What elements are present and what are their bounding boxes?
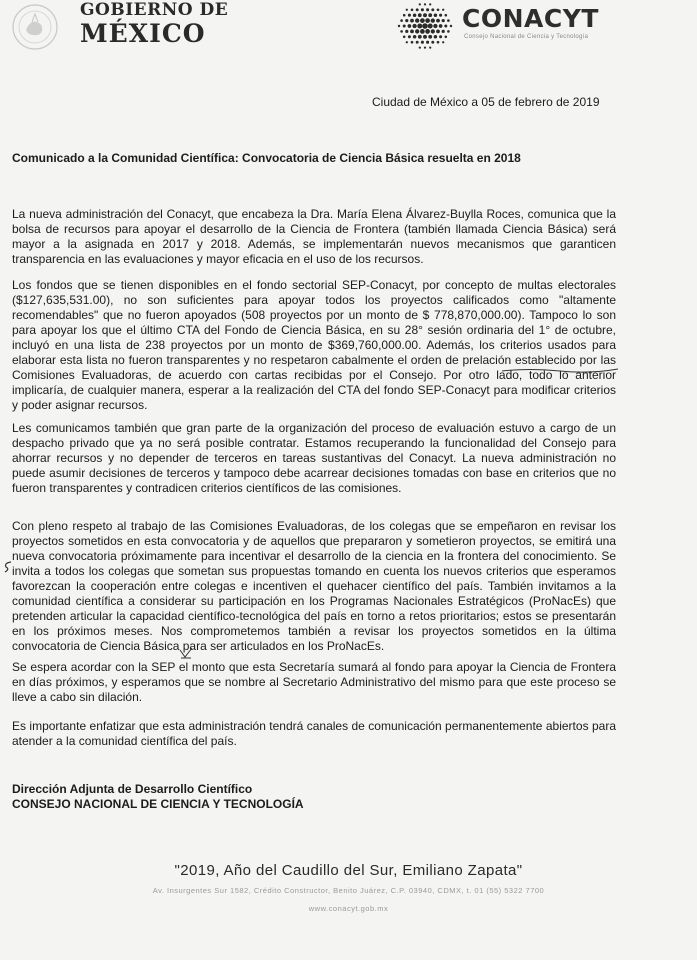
paragraph: Les comunicamos también que gran parte de la organización del proceso de evaluación estuvo a cargo de un despacho privado que ya no será posible contratar. Estamos recuperando la funcionalidad del Consejo para ahorrar recursos y no depender de terceros en tareas sustantivas del Conacyt. La nueva administración no puede asumir decisiones de terceros y tampoco debe acarrear decisiones tomadas con base en criterios que no fueron transparentes y contradicen criterios científicos de las comisiones.: [12, 421, 616, 495]
logo-dot: [422, 23, 428, 29]
logo-dot: [413, 35, 417, 39]
logo-dot: [425, 29, 430, 34]
logo-dot: [408, 14, 411, 17]
gobierno-line2: MÉXICO: [80, 19, 206, 48]
logo-dot: [423, 35, 427, 39]
logo-dot: [433, 24, 437, 28]
handwritten-underline-mark: [500, 365, 620, 375]
logo-dot: [426, 8, 429, 11]
logo-dot: [442, 30, 445, 33]
logo-dot: [421, 8, 424, 11]
conacyt-subtitle: Consejo Nacional de Ciencia y Tecnología: [464, 34, 589, 40]
conacyt-name: CONACYT: [462, 4, 599, 33]
logo-dot: [425, 18, 430, 23]
logo-dot: [442, 9, 444, 11]
logo-dot: [431, 41, 434, 44]
paragraph: Los fondos que se tienen disponibles en el fondo sectorial SEP-Conacyt, por concepto de multas electorales ($127,635,531.00), no son suficientes para apoyar todos los proyectos calificados como "altamente recomendables" que no fueron apoyados (508 proyectos por un monto de $ 778,870,000.00). Tampoco lo son para apoyar los que el último CTA del Fondo de Ciencia Básica, en su 28° sesión ordinaria del 1° de octubre, incluyó en una lista de 238 proyectos por un monto de $369,760,000.00. Además, los criterios usados para elaborar esta lista no fueron transparentes y no respetaron cabalmente el orden de prelación establecido por las Comisiones Evaluadoras, de acuerdo con cartas recibidas por el Consejo. Por otro lado, todo lo anterior implicaría, de cualquier manera, esperar a la realización del CTA del fondo SEP-Conacyt para modificar criterios y poder asignar recursos.: [12, 278, 616, 412]
logo-dot: [424, 3, 426, 5]
logo-dot: [436, 19, 440, 23]
logo-dot: [408, 35, 411, 38]
logo-dot: [420, 29, 425, 34]
paragraph: Con pleno respeto al trabajo de las Comisiones Evaluadoras, de los colegas que se empeñaron en revisar los proyectos sometidos en esta convocatoria y de aquellos que prepararon y sometieron proyectos, se emitirá una nueva convocatoria próximamente para incentivar el desarrollo de la ciencia en la frontera del conocimiento. Se invita a todos los colegas que sometan sus propuestas tomando en cuenta los nuevos criterios que esperamos favorezcan la cooperación entre colegas e incentiven el quehacer científico del país. También invitamos a la comunidad científica a considerar su participación en los Programas Nacionales Estratégicos (ProNacEs) que pretenden articular la capacidad científico-tecnológica del país en torno a retos prioritarios; estos se presentarán en los próximos meses. Nos comprometemos también a revisar los proyectos sometidos en la última convocatoria de Ciencia Básica para ser articulados en los ProNacEs.: [12, 519, 616, 653]
logo-dot: [418, 35, 422, 39]
logo-dot: [431, 29, 435, 33]
logo-dot: [428, 24, 433, 29]
logo-dot: [442, 41, 444, 43]
logo-dot: [445, 36, 448, 39]
logo-dot: [417, 24, 422, 29]
logo-dot: [403, 24, 406, 27]
letter-date: Ciudad de México a 05 de febrero de 2019: [372, 95, 600, 109]
footer-address: Av. Insurgentes Sur 1582, Crédito Constructor, Benito Juárez, C.P. 03940, CDMX, t. 01 (55) 5322 7700: [152, 886, 545, 895]
logo-dot: [418, 13, 422, 17]
handwritten-margin-mark: [2, 560, 14, 574]
logo-dot: [408, 24, 412, 28]
logo-dot: [411, 8, 414, 11]
logo-dot: [428, 35, 432, 39]
logo-dot: [444, 24, 447, 27]
logo-dot: [410, 30, 414, 34]
signature-office: Dirección Adjunta de Desarrollo Científico: [12, 782, 253, 796]
logo-dot: [437, 41, 440, 44]
logo-dot: [400, 30, 403, 33]
logo-dot: [406, 9, 408, 11]
logo-dot: [411, 41, 414, 44]
logo-dot: [434, 13, 438, 17]
logo-dot: [439, 35, 442, 38]
logo-dot: [429, 46, 431, 48]
logo-dot: [437, 8, 440, 11]
logo-dot: [426, 41, 429, 44]
logo-dot: [429, 3, 431, 5]
logo-dot: [439, 14, 442, 17]
logo-dot: [413, 13, 417, 17]
logo-dot: [398, 25, 400, 27]
logo-dot: [410, 19, 414, 23]
conacyt-dots-logo-icon: [392, 0, 458, 52]
logo-dot: [421, 41, 424, 44]
logo-dot: [442, 19, 445, 22]
logo-dot: [412, 24, 416, 28]
logo-dot: [400, 19, 403, 22]
logo-dot: [445, 14, 448, 17]
logo-dot: [423, 13, 427, 17]
logo-dot: [434, 35, 438, 39]
logo-dot: [450, 25, 452, 27]
logo-dot: [420, 18, 425, 23]
logo-dot: [447, 19, 450, 22]
paragraph: Se espera acordar con la SEP el monto que esta Secretaría sumará al fondo para apoyar la Ciencia de Frontera en días próximos, y esperamos que se nombre al Secretario Administrativo del mismo para que este proceso se lleve a cabo sin dilación.: [12, 660, 616, 704]
paragraph: La nueva administración del Conacyt, que encabeza la Dra. María Elena Álvarez-Buylla Roces, comunica que la bolsa de recursos para apoyar el desarrollo de la Ciencia de Frontera (también llamada Ciencia Básica) será mayor a la asignada en 2017 y 2018. Además, se implementarán nuevos mecanismos que garanticen transparencia en las evaluaciones y mayor eficacia en el uso de los recursos.: [12, 207, 616, 266]
logo-dot: [431, 8, 434, 11]
footer-website: www.conacyt.gob.mx: [308, 904, 389, 913]
paragraph: Es importante enfatizar que esta administración tendrá canales de comunicación permanentemente abiertos para atender a la comunidad científica del país.: [12, 719, 616, 748]
logo-dot: [406, 41, 408, 43]
logo-dot: [436, 30, 440, 34]
logo-dot: [416, 8, 419, 11]
gobierno-logo-text: [80, 2, 228, 46]
logo-dot: [431, 18, 435, 22]
logo-dot: [405, 19, 408, 22]
logo-dot: [403, 36, 406, 39]
gobierno-line1: GOBIERNO DE: [80, 0, 229, 20]
logo-dot: [419, 46, 421, 48]
logo-dot: [416, 41, 419, 44]
letter-subject: Comunicado a la Comunidad Científica: Convocatoria de Ciencia Básica resuelta en 2018: [12, 151, 521, 165]
logo-dot: [439, 24, 443, 28]
logo-dot: [424, 46, 426, 48]
logo-dot: [403, 14, 406, 17]
logo-dot: [419, 3, 421, 5]
signature-institution: CONSEJO NACIONAL DE CIENCIA Y TECNOLOGÍA: [12, 797, 304, 811]
logo-dot: [405, 30, 408, 33]
signature-block: [12, 782, 304, 812]
footer-motto: "2019, Año del Caudillo del Sur, Emiliano Zapata": [174, 862, 523, 879]
logo-dot: [428, 13, 432, 17]
logo-dot: [415, 29, 419, 33]
handwritten-check-mark: [178, 647, 194, 661]
logo-dot: [447, 30, 450, 33]
logo-dot: [415, 18, 419, 22]
mexico-seal-icon: [10, 2, 60, 52]
